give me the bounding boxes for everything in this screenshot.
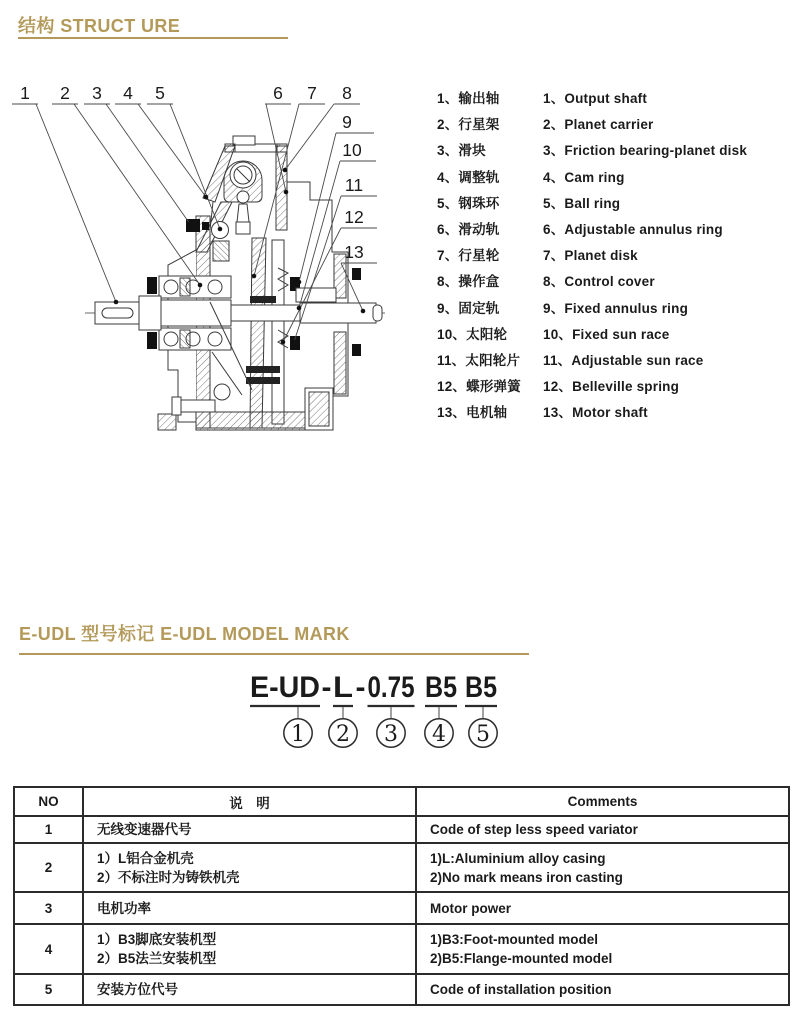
structure-cross-section-diagram	[0, 70, 430, 475]
callout-9: 9	[342, 112, 352, 132]
row-comment: Code of installation position	[430, 982, 612, 997]
table-row	[14, 974, 789, 1005]
model-mark-section-title: E-UDL 型号标记 E-UDL MODEL MARK	[19, 624, 350, 644]
part-cn: 3、滑块	[437, 143, 486, 159]
part-cn: 12、蝶形弹簧	[437, 379, 521, 395]
code-segment-4: B5	[425, 671, 457, 704]
control-cover-cap	[233, 136, 255, 145]
parts-row	[437, 163, 737, 189]
part-cn: 1、输出轴	[437, 91, 500, 107]
callout-6: 6	[273, 83, 283, 103]
part-en: 8、Control cover	[543, 274, 655, 290]
part-cn: 7、行星轮	[437, 248, 500, 264]
row-desc: 1）B3脚底安装机型	[97, 932, 217, 947]
callout-11: 11	[344, 175, 364, 195]
parts-row	[437, 110, 737, 136]
row-desc: 2）B5法兰安装机型	[97, 951, 217, 966]
parts-row	[437, 215, 737, 241]
structure-title-rule	[18, 37, 288, 39]
planet-disk	[250, 238, 266, 428]
part-cn: 8、操作盒	[437, 274, 500, 290]
part-cn: 13、电机轴	[437, 405, 508, 421]
part-cn: 2、行星架	[437, 117, 500, 133]
code-segment-3: 0.75	[367, 671, 415, 704]
parts-row	[437, 241, 737, 267]
foot	[158, 414, 176, 430]
machine-outline	[85, 136, 385, 430]
row-comment: 1)B3:Foot-mounted model	[430, 932, 598, 947]
part-cn: 9、固定轨	[437, 300, 500, 316]
seal	[352, 268, 361, 280]
part-cn: 10、太阳轮	[437, 326, 508, 342]
seal	[352, 344, 361, 356]
part-en: 4、Cam ring	[543, 169, 625, 185]
ball-sleeve	[213, 241, 229, 261]
part-en: 12、Belleville spring	[543, 379, 680, 395]
parts-row	[437, 346, 737, 372]
callout-7: 7	[307, 83, 317, 103]
part-en: 2、Planet carrier	[543, 117, 654, 133]
seal	[147, 277, 157, 294]
code-segment-1: E-UD	[250, 671, 320, 704]
row-desc: 2）不标注时为铸铁机壳	[97, 869, 240, 885]
header-comments: Comments	[416, 787, 789, 816]
row-no: 5	[14, 974, 83, 1005]
circled-number-5: 5	[476, 722, 490, 747]
row-no: 2	[14, 843, 83, 892]
model-mark-table	[13, 786, 790, 1006]
part-en: 1、Output shaft	[543, 91, 648, 107]
part-en: 10、Fixed sun race	[543, 326, 670, 342]
callout-1: 1	[20, 83, 30, 103]
part-en: 9、Fixed annulus ring	[543, 300, 689, 316]
structure-section-title: 结构 STRUCT URE	[18, 16, 181, 36]
table-row	[14, 816, 789, 843]
callout-10: 10	[342, 140, 362, 160]
row-comment: Code of step less speed variator	[430, 822, 638, 837]
parts-row	[437, 267, 737, 293]
header-desc: 说 明	[83, 787, 416, 816]
code-connectors	[298, 707, 483, 718]
parts-row	[437, 136, 748, 162]
code-dash-1: -	[321, 671, 332, 704]
callout-12: 12	[344, 207, 364, 227]
callout-3: 3	[92, 83, 102, 103]
callout-13: 13	[344, 242, 364, 262]
row-no: 3	[14, 892, 83, 924]
row-no: 4	[14, 924, 83, 974]
row-comment: 2)B5:Flange-mounted model	[430, 951, 613, 966]
code-segment-5: B5	[465, 671, 497, 704]
row-comment: Motor power	[430, 900, 511, 916]
circled-number-2: 2	[336, 722, 350, 747]
circled-number-4: 4	[432, 722, 446, 747]
model-code-text	[250, 671, 497, 704]
row-comment: 2)No mark means iron casting	[430, 869, 623, 885]
header-no: NO	[14, 787, 83, 816]
table-row	[14, 843, 789, 892]
part-cn: 4、调整轨	[437, 169, 500, 185]
part-cn: 6、滑动轨	[437, 222, 500, 238]
callout-2: 2	[60, 83, 70, 103]
friction-block-small	[202, 222, 209, 230]
callout-numbers	[20, 83, 364, 262]
callout-5: 5	[155, 83, 165, 103]
code-dash-2: -	[355, 671, 366, 704]
table-row	[14, 924, 789, 974]
row-desc: 无线变速器代号	[97, 822, 192, 837]
table-header-row	[14, 787, 789, 816]
parts-row	[437, 398, 737, 424]
row-desc: 电机功率	[97, 900, 151, 916]
motor-shaft	[300, 303, 376, 323]
parts-row	[437, 372, 737, 398]
part-en: 5、Ball ring	[543, 195, 621, 211]
row-desc: 安装方位代号	[97, 982, 178, 997]
seal	[147, 332, 157, 349]
code-segment-2: L	[333, 671, 353, 704]
circled-number-3: 3	[384, 722, 398, 747]
keyway	[102, 308, 133, 318]
row-comment: 1)L:Aluminium alloy casing	[430, 850, 606, 866]
parts-row	[437, 294, 737, 320]
parts-list	[437, 84, 748, 424]
part-en: 6、Adjustable annulus ring	[543, 222, 723, 238]
table-row	[14, 892, 789, 924]
model-code-figure	[225, 660, 535, 755]
parts-row	[437, 189, 737, 215]
circled-digits	[291, 722, 490, 747]
part-en: 3、Friction bearing-planet disk	[543, 143, 748, 159]
parts-row	[437, 84, 737, 110]
row-desc: 1）L铝合金机壳	[97, 850, 194, 866]
part-cn: 5、钢珠环	[437, 195, 500, 211]
model-mark-title-rule	[19, 653, 529, 655]
shaft-hub	[161, 300, 231, 326]
part-en: 11、Adjustable sun race	[543, 352, 704, 368]
part-en: 13、Motor shaft	[543, 405, 648, 421]
part-en: 7、Planet disk	[543, 248, 638, 264]
callout-8: 8	[342, 83, 352, 103]
part-cn: 11、太阳轮片	[437, 352, 521, 368]
parts-row	[437, 320, 737, 346]
callout-4: 4	[123, 83, 133, 103]
circled-number-1: 1	[291, 722, 305, 747]
row-no: 1	[14, 816, 83, 843]
